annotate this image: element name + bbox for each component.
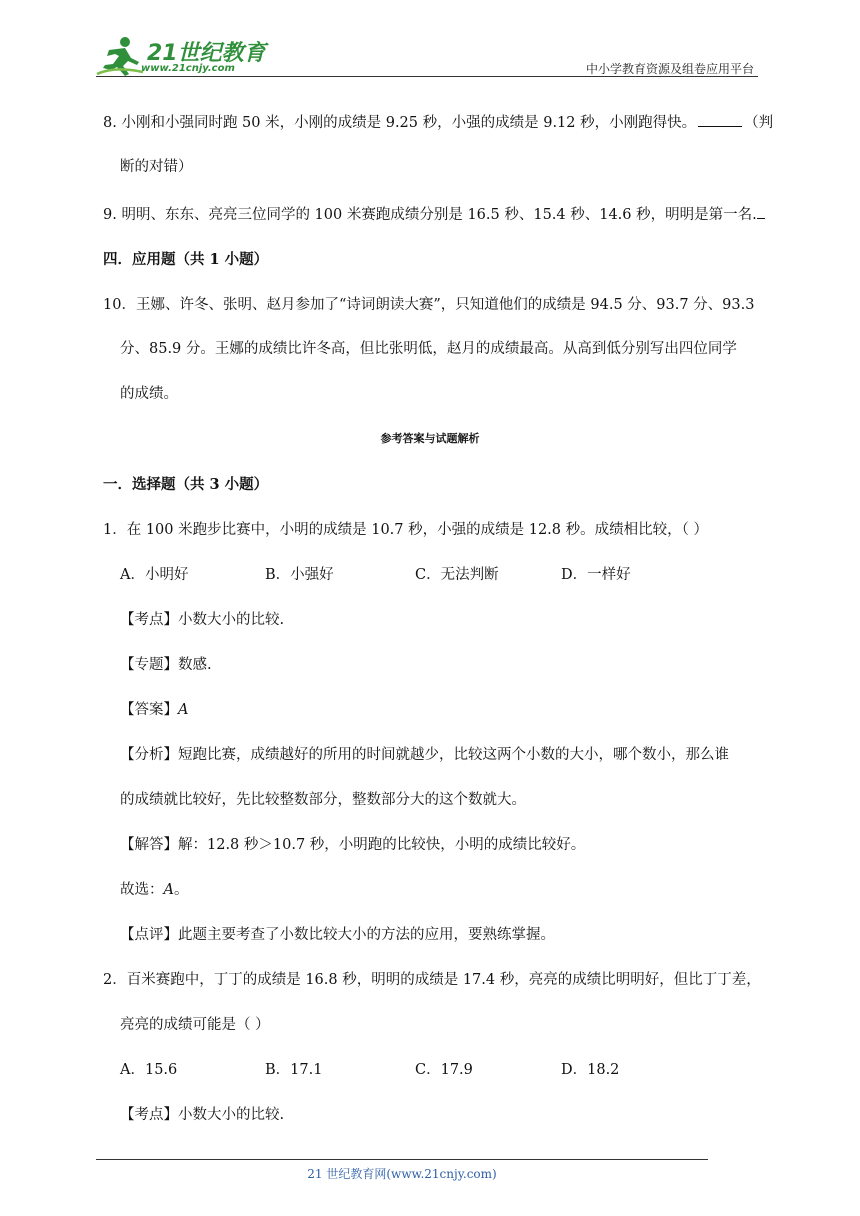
answer-blank bbox=[757, 206, 765, 219]
runner-logo-icon bbox=[95, 36, 145, 78]
option-a: A．小明好 bbox=[120, 567, 189, 583]
guxuan-label: 故选： bbox=[120, 882, 164, 898]
section-1-heading: 一．选择题（共 3 小题） bbox=[103, 476, 269, 493]
answer-1-jieda: 【解答】解：12.8 秒＞10.7 秒，小明跑的比较快，小明的成绩比较好。 bbox=[120, 837, 586, 853]
footer-divider bbox=[96, 1159, 708, 1160]
platform-title: 中小学教育资源及组卷应用平台 bbox=[585, 62, 754, 76]
guxuan-end: 。 bbox=[173, 882, 189, 898]
question-8-continuation: 断的对错） bbox=[120, 159, 193, 175]
header-divider bbox=[96, 76, 758, 77]
answer-2-question-line-1: 2．百米赛跑中，丁丁的成绩是 16.8 秒，明明的成绩是 17.4 秒，亮亮的成绩比明明好，但比丁丁差， bbox=[103, 972, 761, 988]
answer-1-zhuanti: 【专题】数感. bbox=[120, 657, 212, 673]
answer-1-guxuan bbox=[120, 878, 188, 899]
guxuan-value: A bbox=[163, 882, 174, 898]
logo-url-text: www.21cnjy.com bbox=[141, 63, 235, 74]
answer-2-options bbox=[0, 1058, 860, 1078]
question-10-line-2: 分、85.9 分。王娜的成绩比许冬高，但比张明低，赵月的成绩最高。从高到低分别写出四位同学 bbox=[120, 341, 737, 357]
section-4-heading: 四．应用题（共 1 小题） bbox=[103, 251, 269, 268]
answer-1-fenxi-line-1: 【分析】短跑比赛，成绩越好的所用的时间就越少，比较这两个小数的大小，哪个数小，那么谁 bbox=[120, 747, 729, 763]
option-b: B．小强好 bbox=[265, 567, 334, 583]
footer-link[interactable]: 21 世纪教育网(www.21cnjy.com) bbox=[307, 1167, 497, 1181]
option-b: B．17.1 bbox=[265, 1062, 323, 1078]
question-10-line-1: 10．王娜、许冬、张明、赵月参加了“诗词朗读大赛”，只知道他们的成绩是 94.5 分、93.7 分、93.3 bbox=[103, 297, 755, 313]
question-8 bbox=[103, 111, 773, 132]
question-9-text: 9. 明明、东东、亮亮三位同学的 100 米赛跑成绩分别是 16.5 秒、15.4 秒、14.6 秒，明明是第一名. bbox=[103, 207, 757, 223]
option-d: D．18.2 bbox=[561, 1062, 620, 1078]
answer-blank bbox=[698, 114, 742, 127]
answer-value: A bbox=[178, 702, 189, 718]
answer-1-dianping: 【点评】此题主要考查了小数比较大小的方法的应用，要熟练掌握。 bbox=[120, 927, 555, 943]
question-9 bbox=[103, 203, 765, 224]
answer-label: 【答案】 bbox=[120, 702, 178, 718]
answer-1-fenxi-line-2: 的成绩就比较好，先比较整数部分，整数部分大的这个数就大。 bbox=[120, 792, 526, 808]
answer-1-options bbox=[0, 563, 860, 583]
answer-2-question-line-2: 亮亮的成绩可能是（ ） bbox=[120, 1017, 270, 1033]
option-c: C．无法判断 bbox=[415, 567, 499, 583]
answer-1-question: 1．在 100 米跑步比赛中，小明的成绩是 10.7 秒，小强的成绩是 12.8 秒。成绩相比较，（ ） bbox=[103, 522, 708, 538]
logo bbox=[95, 36, 265, 78]
answer-2-kaodian: 【考点】小数大小的比较. bbox=[120, 1107, 285, 1123]
answers-title: 参考答案与试题解析 bbox=[380, 432, 480, 445]
question-8-suffix: （判 bbox=[744, 115, 774, 131]
logo-brand-text: 21世纪教育 bbox=[147, 41, 266, 66]
question-10-line-3: 的成绩。 bbox=[120, 386, 178, 402]
option-c: C．17.9 bbox=[415, 1062, 473, 1078]
option-d: D．一样好 bbox=[561, 567, 631, 583]
option-a: A．15.6 bbox=[120, 1062, 178, 1078]
answer-1-daan bbox=[120, 698, 188, 719]
answer-1-kaodian: 【考点】小数大小的比较. bbox=[120, 612, 285, 628]
question-8-text: 8. 小刚和小强同时跑 50 米，小刚的成绩是 9.25 秒，小强的成绩是 9.12 秒，小刚跑得快。 bbox=[103, 115, 697, 131]
